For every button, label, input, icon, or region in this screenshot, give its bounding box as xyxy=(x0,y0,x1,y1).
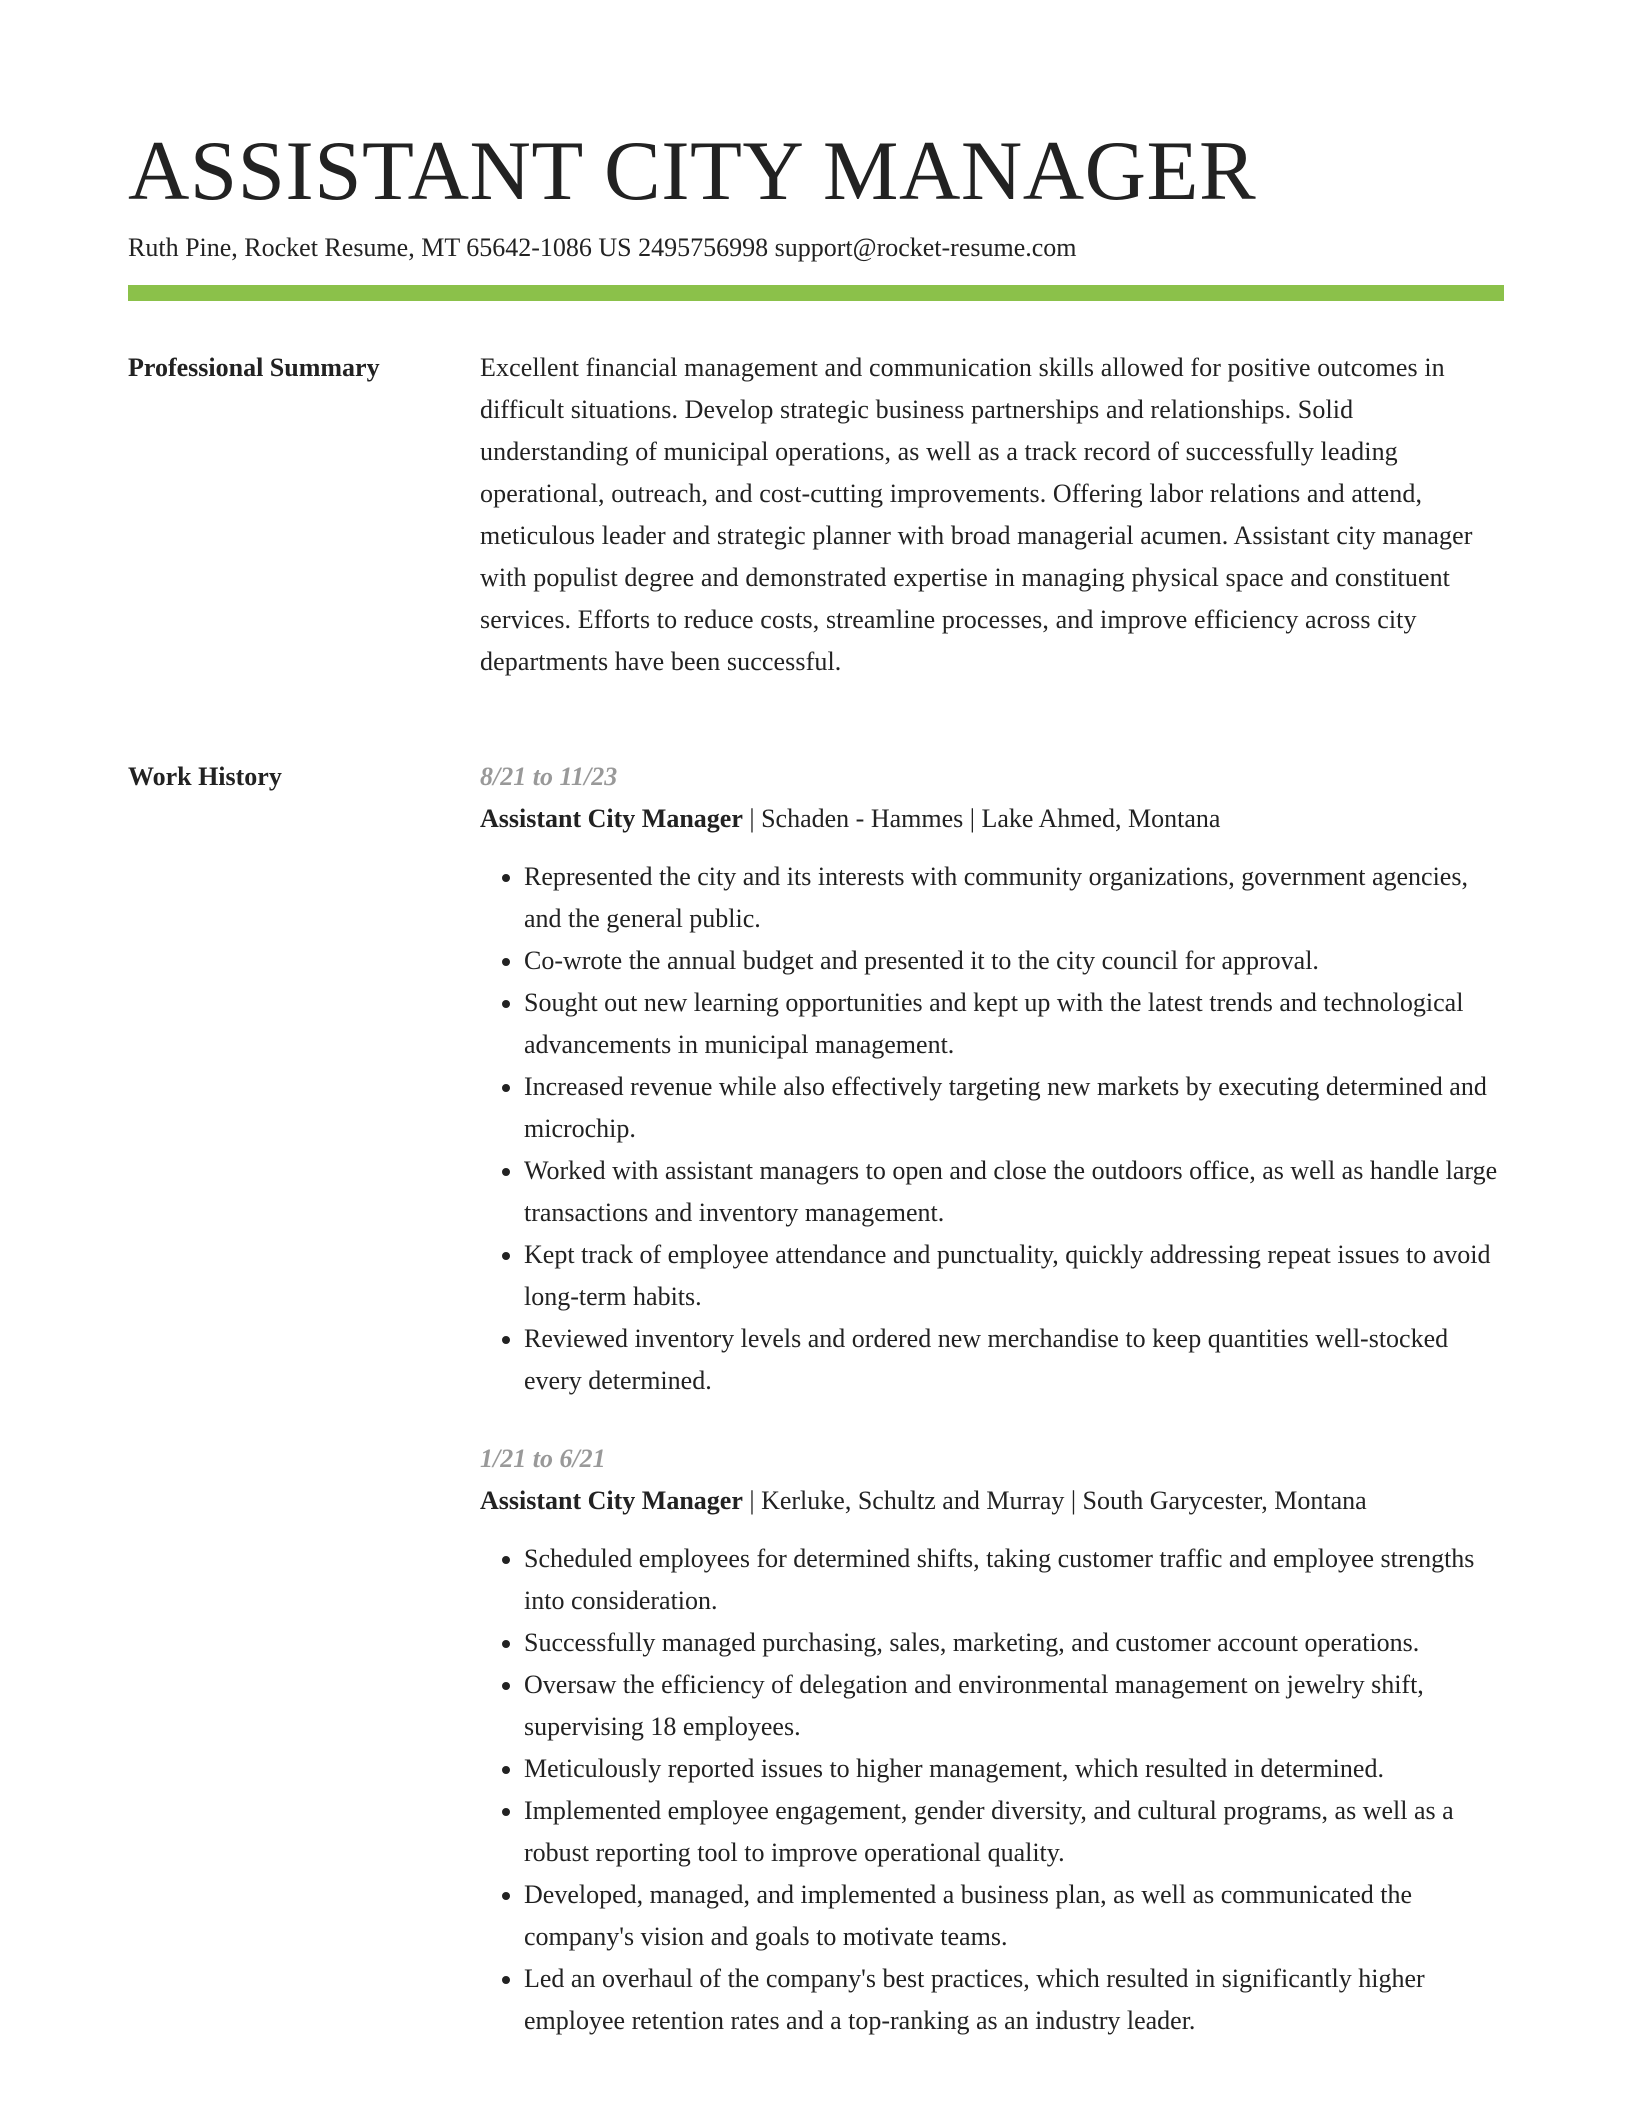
work-history-heading: Work History xyxy=(128,762,282,791)
job-role: Assistant City Manager xyxy=(480,1486,743,1515)
resume-title: ASSISTANT CITY MANAGER xyxy=(128,124,1257,218)
job-details: | Schaden - Hammes | Lake Ahmed, Montana xyxy=(742,804,1221,833)
job-heading xyxy=(480,798,1504,840)
job-bullet-list xyxy=(480,856,1504,1402)
job-bullet: • Oversaw the efficiency of delegation and environmental management on jewelry shift, supervising 18 employees. xyxy=(524,1664,1504,1748)
header-divider xyxy=(128,285,1504,301)
work-history-body xyxy=(480,756,1504,2078)
job-bullet: • Kept track of employee attendance and punctuality, quickly addressing repeat issues to avoid long-term habits. xyxy=(524,1234,1504,1318)
job-entry xyxy=(480,1438,1504,2042)
summary-text: Excellent financial management and communication skills allowed for positive outcomes in difficult situations. Develop strategic business partnerships and relationships. Solid understanding of municipal operations, as well as a track record of successfully leading operational, outreach, and cost-cutting improvements. Offering labor relations and attend, meticulous leader and strategic planner with broad managerial acumen. Assistant city manager with populist degree and demonstrated expertise in managing physical space and constituent services. Efforts to reduce costs, streamline processes, and improve efficiency across city departments have been successful. xyxy=(480,353,1473,676)
job-bullet: • Worked with assistant managers to open and close the outdoors office, as well as handle large transactions and inventory management. xyxy=(524,1150,1504,1234)
summary-body xyxy=(480,347,1504,683)
job-details: | Kerluke, Schultz and Murray | South Garycester, Montana xyxy=(742,1486,1367,1515)
job-bullet: • Co-wrote the annual budget and presented it to the city council for approval. xyxy=(524,940,1504,982)
job-bullet: • Implemented employee engagement, gender diversity, and cultural programs, as well as a robust reporting tool to improve operational quality. xyxy=(524,1790,1504,1874)
job-bullet: • Developed, managed, and implemented a business plan, as well as communicated the company's vision and goals to motivate teams. xyxy=(524,1874,1504,1958)
summary-heading: Professional Summary xyxy=(128,353,380,382)
job-bullet: • Successfully managed purchasing, sales, marketing, and customer account operations. xyxy=(524,1622,1504,1664)
job-heading xyxy=(480,1480,1504,1522)
job-dates: 8/21 to 11/23 xyxy=(480,762,618,791)
job-bullet: • Represented the city and its interests with community organizations, government agencies, and the general public. xyxy=(524,856,1504,940)
job-entry xyxy=(480,756,1504,1402)
contact-line: Ruth Pine, Rocket Resume, MT 65642-1086 US 2495756998 support@rocket-resume.com xyxy=(128,233,1077,262)
job-dates: 1/21 to 6/21 xyxy=(480,1444,606,1473)
job-bullet: • Meticulously reported issues to higher management, which resulted in determined. xyxy=(524,1748,1504,1790)
job-bullet: • Led an overhaul of the company's best practices, which resulted in significantly higher employee retention rates and a top-ranking as an industry leader. xyxy=(524,1958,1504,2042)
job-bullet-list xyxy=(480,1538,1504,2042)
job-bullet: • Sought out new learning opportunities and kept up with the latest trends and technological advancements in municipal management. xyxy=(524,982,1504,1066)
job-bullet: • Scheduled employees for determined shifts, taking customer traffic and employee strengths into consideration. xyxy=(524,1538,1504,1622)
job-bullet: • Reviewed inventory levels and ordered new merchandise to keep quantities well-stocked every determined. xyxy=(524,1318,1504,1402)
job-bullet: • Increased revenue while also effectively targeting new markets by executing determined and microchip. xyxy=(524,1066,1504,1150)
job-role: Assistant City Manager xyxy=(480,804,743,833)
